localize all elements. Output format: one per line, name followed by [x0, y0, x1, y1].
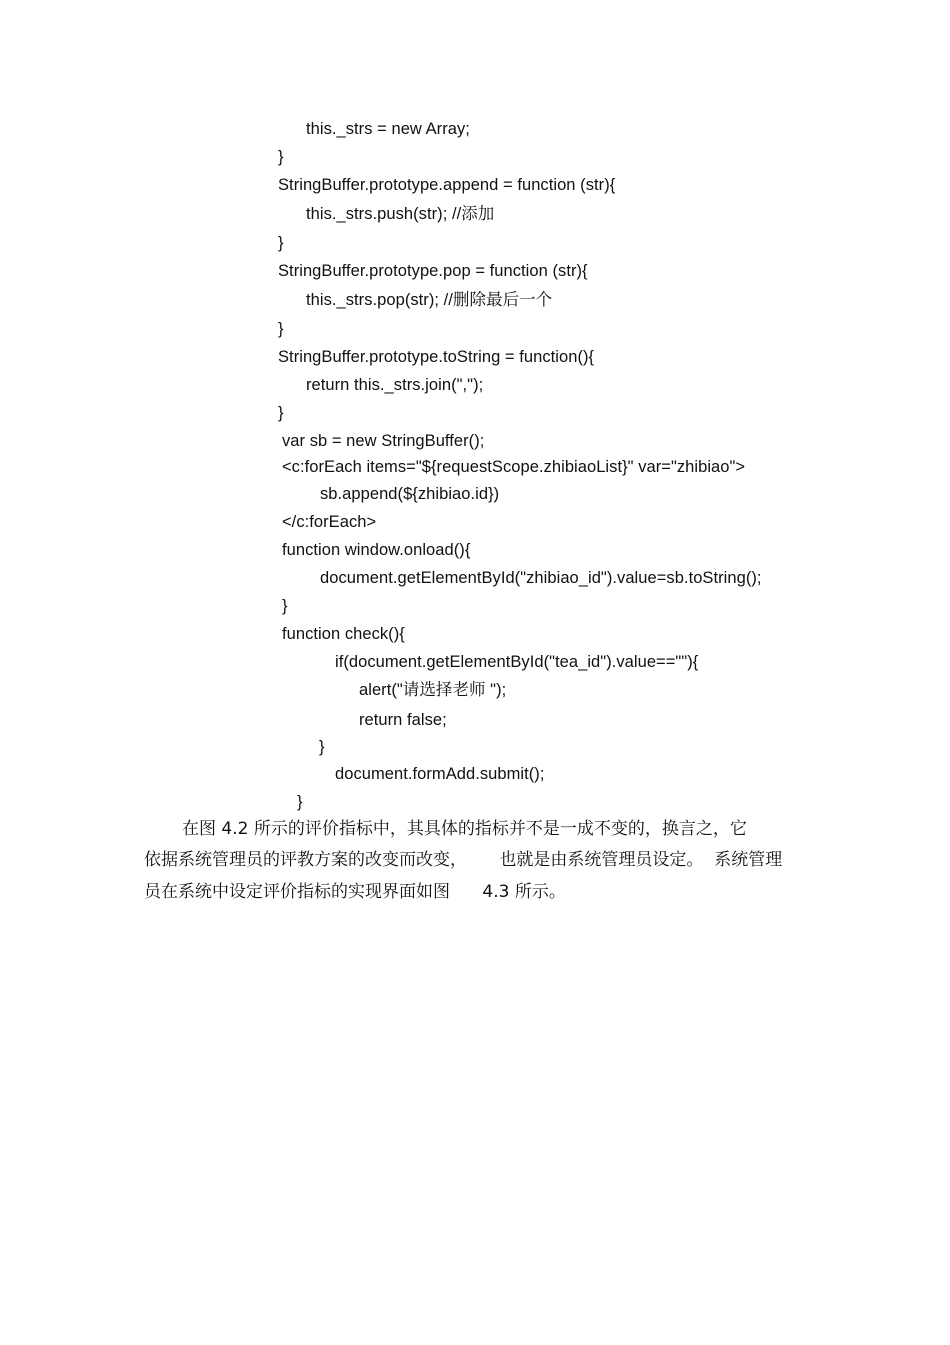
code-line: return false;: [359, 711, 447, 729]
paragraph-line: 员在系统中设定评价指标的实现界面如图 4.3 所示。: [144, 882, 566, 902]
code-line: this._strs.pop(str); //删除最后一个: [306, 291, 553, 309]
code-line: alert("请选择老师 ");: [359, 681, 507, 699]
code-line: </c:forEach>: [282, 513, 377, 531]
code-line: StringBuffer.prototype.toString = function(){: [278, 348, 595, 366]
paragraph-line: 在图 4.2 所示的评价指标中，其具体的指标并不是一成不变的，换言之，它: [182, 819, 747, 839]
code-line: }: [278, 148, 284, 166]
code-line: }: [278, 234, 284, 252]
code-line: StringBuffer.prototype.append = function (str){: [278, 176, 616, 194]
code-line: document.formAdd.submit();: [335, 765, 545, 783]
code-line: if(document.getElementById("tea_id").value==""){: [335, 653, 699, 671]
paragraph-line: 依据系统管理员的评教方案的改变而改变， 也就是由系统管理员设定。 系统管理: [144, 850, 783, 870]
code-line: this._strs = new Array;: [306, 120, 470, 138]
code-line: }: [278, 320, 284, 338]
code-line: return this._strs.join(",");: [306, 376, 484, 394]
code-line: document.getElementById("zhibiao_id").value=sb.toString();: [320, 569, 762, 587]
code-line: function check(){: [282, 625, 405, 643]
code-line: function window.onload(){: [282, 541, 471, 559]
code-line: }: [278, 404, 284, 422]
code-line: this._strs.push(str); //添加: [306, 205, 495, 223]
code-line: StringBuffer.prototype.pop = function (str){: [278, 262, 588, 280]
code-line: var sb = new StringBuffer();: [282, 432, 485, 450]
code-line: }: [319, 738, 325, 756]
code-line: <c:forEach items="${requestScope.zhibiaoList}" var="zhibiao">: [282, 458, 746, 476]
code-line: }: [297, 793, 303, 811]
code-line: sb.append(${zhibiao.id}): [320, 485, 500, 503]
code-line: }: [282, 597, 288, 615]
